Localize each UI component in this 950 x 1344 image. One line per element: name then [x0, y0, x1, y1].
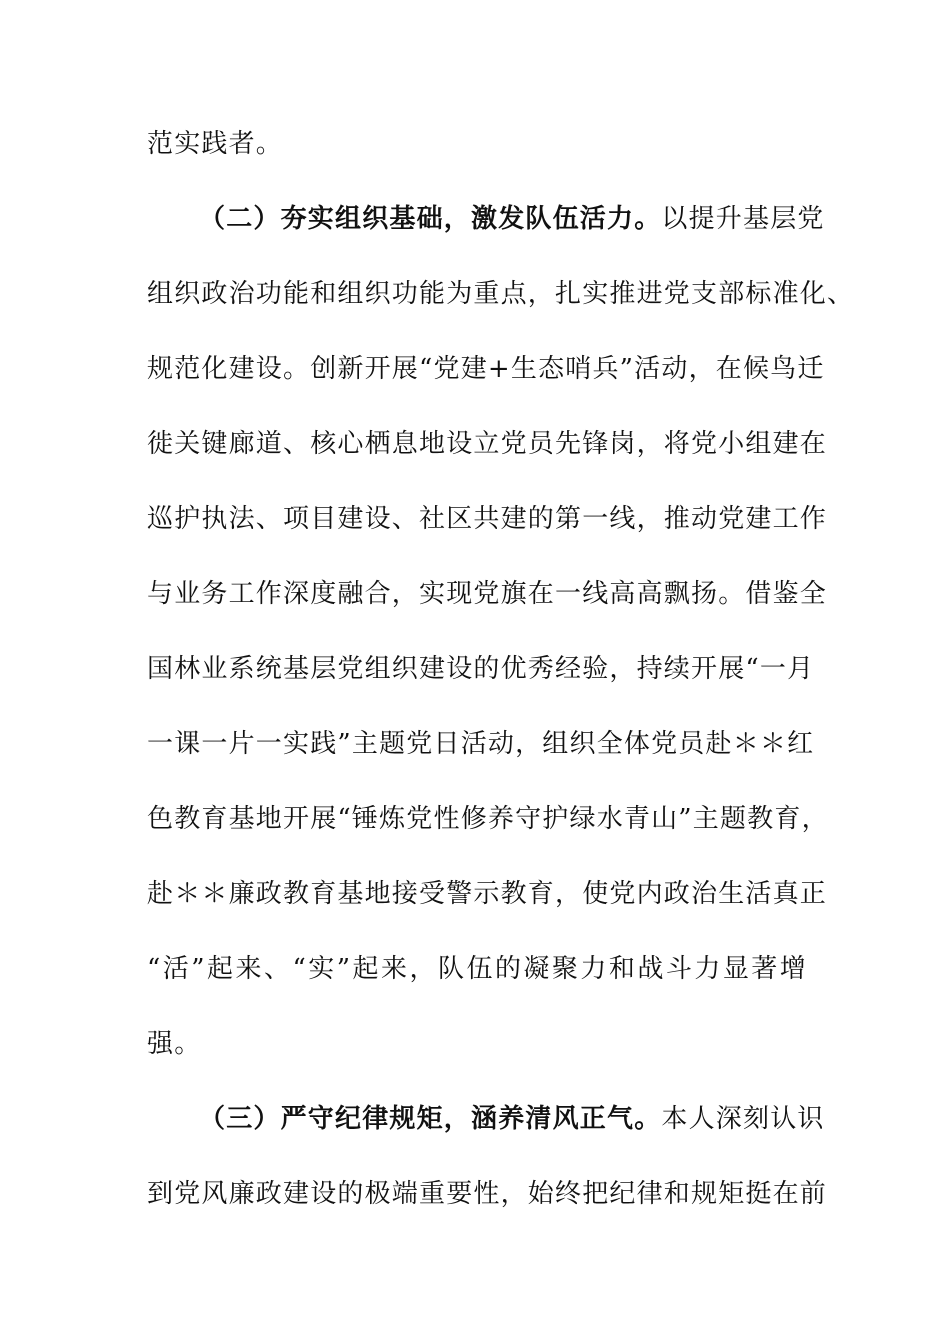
- section-3-first-line: [199, 1099, 825, 1139]
- text-line-7: 与业务工作深度融合，实现党旗在一线高高飘扬。借鉴全: [147, 579, 828, 609]
- section-2-first-line: [199, 199, 825, 239]
- text-line-4: 规范化建设。创新开展“党建+生态哨兵”活动，在候鸟迁: [147, 354, 825, 384]
- text-line-8: 国林业系统基层党组织建设的优秀经验，持续开展“一月: [147, 654, 815, 684]
- text-line-12: “活”起来、“实”起来，队伍的凝聚力和战斗力显著增: [147, 954, 807, 984]
- text-line-10: 色教育基地开展“锤炼党性修养守护绿水青山”主题教育，: [147, 804, 829, 834]
- text-line-3: 组织政治功能和组织功能为重点，扎实推进党支部标准化、: [147, 279, 855, 309]
- text-line-11: 赴＊＊廉政教育基地接受警示教育，使党内政治生活真正: [147, 879, 828, 909]
- text-line-6: 巡护执法、项目建设、社区共建的第一线，推动党建工作: [147, 504, 828, 534]
- text-line-13: 强。: [147, 1029, 202, 1059]
- section-3-heading: （三）严守纪律规矩，涵养清风正气。: [199, 1104, 662, 1134]
- section-2-lead-text: 以提升基层党: [661, 204, 825, 234]
- text-line-5: 徙关键廊道、核心栖息地设立党员先锋岗，将党小组建在: [147, 429, 828, 459]
- section-2-heading: （二）夯实组织基础，激发队伍活力。: [199, 204, 662, 234]
- section-3-lead-text: 本人深刻认识: [661, 1104, 825, 1134]
- text-line-15: 到党风廉政建设的极端重要性，始终把纪律和规矩挺在前: [147, 1179, 828, 1209]
- text-line-9: 一课一片一实践”主题党日活动，组织全体党员赴＊＊红: [147, 729, 815, 759]
- text-line-1: 范实践者。: [147, 129, 284, 159]
